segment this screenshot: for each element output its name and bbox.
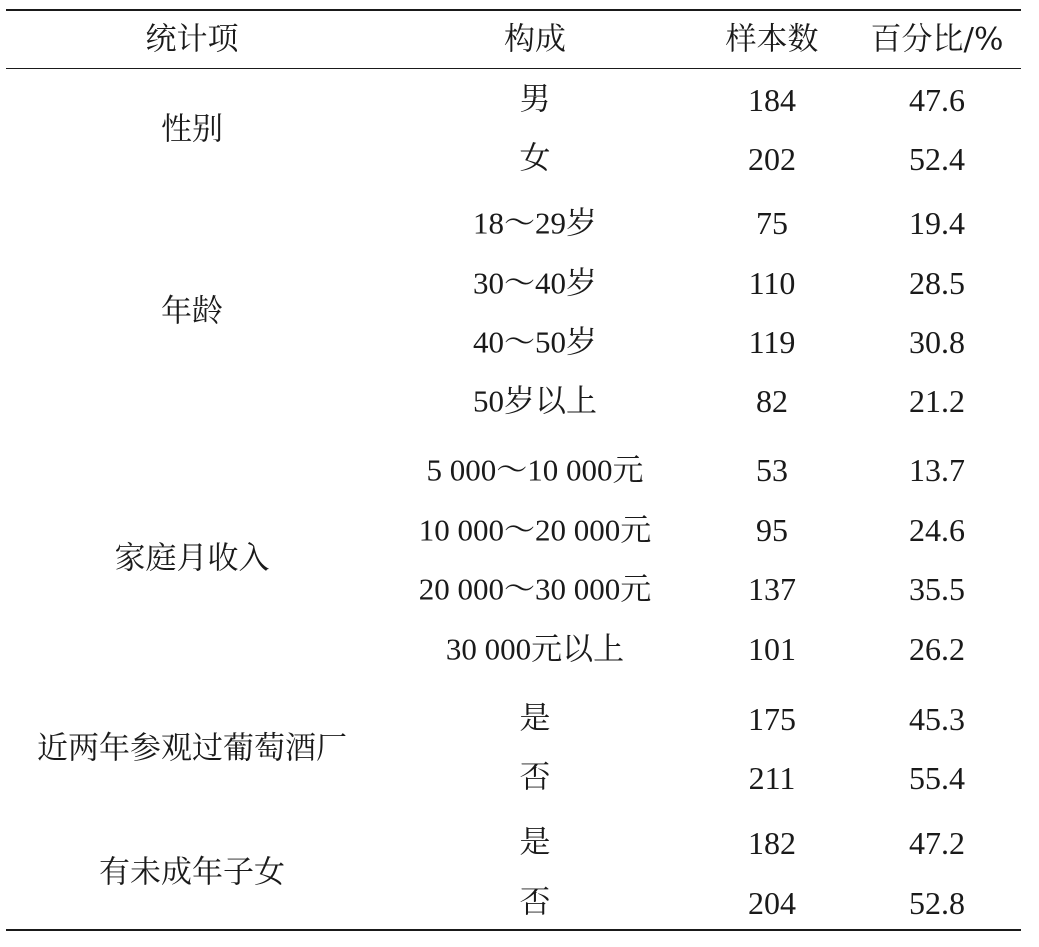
row-sample-count: 82 <box>756 383 788 419</box>
row-composition: 50岁以上 <box>473 383 597 419</box>
row-percent: 35.5 <box>909 571 965 607</box>
row-sample-count: 75 <box>756 205 788 241</box>
header-item: 统计项 <box>145 21 239 58</box>
row-percent: 45.3 <box>909 701 965 737</box>
row-sample-count: 204 <box>748 885 796 921</box>
row-sample-count: 95 <box>756 512 788 548</box>
row-composition: 是 <box>519 824 551 861</box>
row-sample-count: 101 <box>748 631 796 667</box>
row-composition: 男 <box>519 81 551 118</box>
row-percent: 47.6 <box>909 82 965 118</box>
header-percent: 百分比/% <box>870 21 1004 58</box>
row-composition: 是 <box>519 700 551 737</box>
row-composition: 5 000～10 000元 <box>426 452 644 488</box>
row-composition: 女 <box>519 140 551 177</box>
row-sample-count: 184 <box>748 82 796 118</box>
row-composition: 10 000～20 000元 <box>418 512 652 548</box>
row-percent: 52.4 <box>909 141 965 177</box>
row-percent: 55.4 <box>909 760 965 796</box>
row-composition: 30 000元以上 <box>445 631 625 667</box>
row-sample-count: 137 <box>748 571 796 607</box>
row-percent: 47.2 <box>909 825 965 861</box>
row-sample-count: 211 <box>748 760 796 796</box>
group-label: 家庭月收入 <box>114 540 270 577</box>
row-composition: 否 <box>519 884 551 921</box>
row-percent: 13.7 <box>909 452 965 488</box>
group-label: 年龄 <box>161 293 223 330</box>
row-percent: 21.2 <box>909 383 965 419</box>
row-percent: 26.2 <box>909 631 965 667</box>
row-percent: 30.8 <box>909 324 965 360</box>
row-percent: 52.8 <box>909 885 965 921</box>
row-composition: 40～50岁 <box>473 324 597 360</box>
table-bottom-rule <box>6 929 1021 931</box>
row-sample-count: 119 <box>748 324 796 360</box>
row-sample-count: 175 <box>748 701 796 737</box>
header-composition: 构成 <box>504 21 566 58</box>
group-label: 性别 <box>161 111 223 148</box>
table-top-rule <box>6 9 1021 11</box>
row-composition: 30～40岁 <box>473 265 597 301</box>
group-label: 有未成年子女 <box>99 854 285 891</box>
row-percent: 24.6 <box>909 512 965 548</box>
table-header-rule <box>6 68 1021 69</box>
row-sample-count: 182 <box>748 825 796 861</box>
group-label: 近两年参观过葡萄酒厂 <box>37 730 347 767</box>
row-sample-count: 202 <box>748 141 796 177</box>
row-composition: 18～29岁 <box>473 205 597 241</box>
row-sample-count: 53 <box>756 452 788 488</box>
row-sample-count: 110 <box>748 265 796 301</box>
row-percent: 28.5 <box>909 265 965 301</box>
row-composition: 否 <box>519 759 551 796</box>
header-sample-count: 样本数 <box>725 21 819 58</box>
row-composition: 20 000～30 000元 <box>418 571 652 607</box>
row-percent: 19.4 <box>909 205 965 241</box>
